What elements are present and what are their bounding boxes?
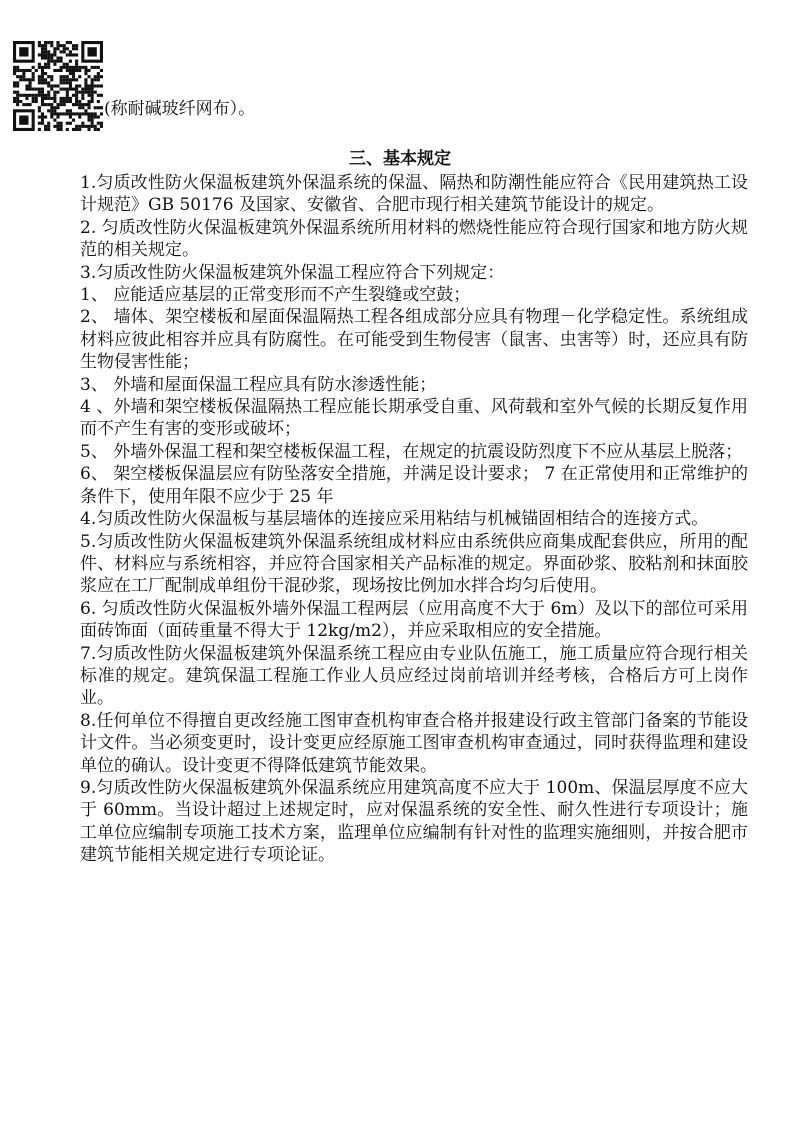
paragraph: 4 、外墙和架空楼板保温隔热工程应能长期承受自重、风荷载和室外气候的长期反复作用而不产生有害的变形或破坏； — [80, 397, 748, 440]
qr-code-image — [13, 41, 103, 131]
paragraph: 2、 墙体、架空楼板和屋面保温隔热工程各组成部分应具有物理－化学稳定性。系统组成材料应彼此相容并应具有防腐性。在可能受到生物侵害（鼠害、虫害等）时，还应具有防生物侵害性能； — [80, 307, 748, 373]
paragraph: 4.匀质改性防火保温板与基层墙体的连接应采用粘结与机械锚固相结合的连接方式。 — [80, 509, 709, 530]
paragraph: 7.匀质改性防火保温板建筑外保温系统工程应由专业队伍施工，施工质量应符合现行相关标准的规定。建筑保温工程施工作业人员应经过岗前培训并经考核，合格后方可上岗作业。 — [80, 643, 748, 709]
paragraph: 1、 应能适应基层的正常变形而不产生裂缝或空鼓； — [80, 285, 471, 306]
section-title: 三、基本规定 — [349, 149, 451, 169]
paragraph: 1.匀质改性防火保温板建筑外保温系统的保温、隔热和防潮性能应符合《民用建筑热工设计规范》GB 50176 及国家、安徽省、合肥市现行相关建筑节能设计的规定。 — [80, 173, 748, 216]
paragraph: 3.匀质改性防火保温板建筑外保温工程应符合下列规定： — [80, 262, 505, 283]
paragraph: 5、 外墙外保温工程和架空楼板保温工程，在规定的抗震设防烈度下不应从基层上脱落； — [80, 441, 743, 462]
paragraph: 2. 匀质改性防火保温板建筑外保温系统所用材料的燃烧性能应符合现行国家和地方防火规范的相关规定。 — [80, 217, 748, 261]
paragraph: 5.匀质改性防火保温板建筑外保温系统组成材料应由系统供应商集成配套供应，所用的配件、材料应与系统相容，并应符合国家相关产品标准的规定。界面砂浆、胶粘剂和抹面胶浆应在工厂配制成单组份干混砂浆，现场按比例加水拌合均匀后使用。 — [80, 531, 748, 597]
document-body — [80, 172, 748, 867]
paragraph: 8.任何单位不得擅自更改经施工图审查机构审查合格并报建设行政主管部门备案的节能设计文件。当必须变更时，设计变更应经原施工图审查机构审查通过，同时获得监理和建设单位的确认。设计变更不得降低建筑节能效果。 — [80, 710, 748, 776]
paragraph: 9.匀质改性防火保温板建筑外保温系统应用建筑高度不应大于 100m、保温层厚度不应大于 60mm。当设计超过上述规定时，应对保温系统的安全性、耐久性进行专项设计；施工单位应编制专项施工技术方案，监理单位应编制有针对性的监理实施细则，并按合肥市建筑节能相关规定进行专项论证。 — [80, 777, 748, 866]
continued-text-fragment: (称耐碱玻纤网布）。 — [104, 99, 256, 119]
paragraph: 3、 外墙和屋面保温工程应具有防水渗透性能； — [80, 374, 437, 395]
paragraph: 6. 匀质改性防火保温板外墙外保温工程两层（应用高度不大于 6m）及以下的部位可采用面砖饰面（面砖重量不得大于 12kg/m2），并应采取相应的安全措施。 — [80, 598, 748, 642]
paragraph: 6、 架空楼板保温层应有防坠落安全措施，并满足设计要求； 7 在正常使用和正常维护的条件下，使用年限不应少于 25 年 — [80, 464, 748, 507]
